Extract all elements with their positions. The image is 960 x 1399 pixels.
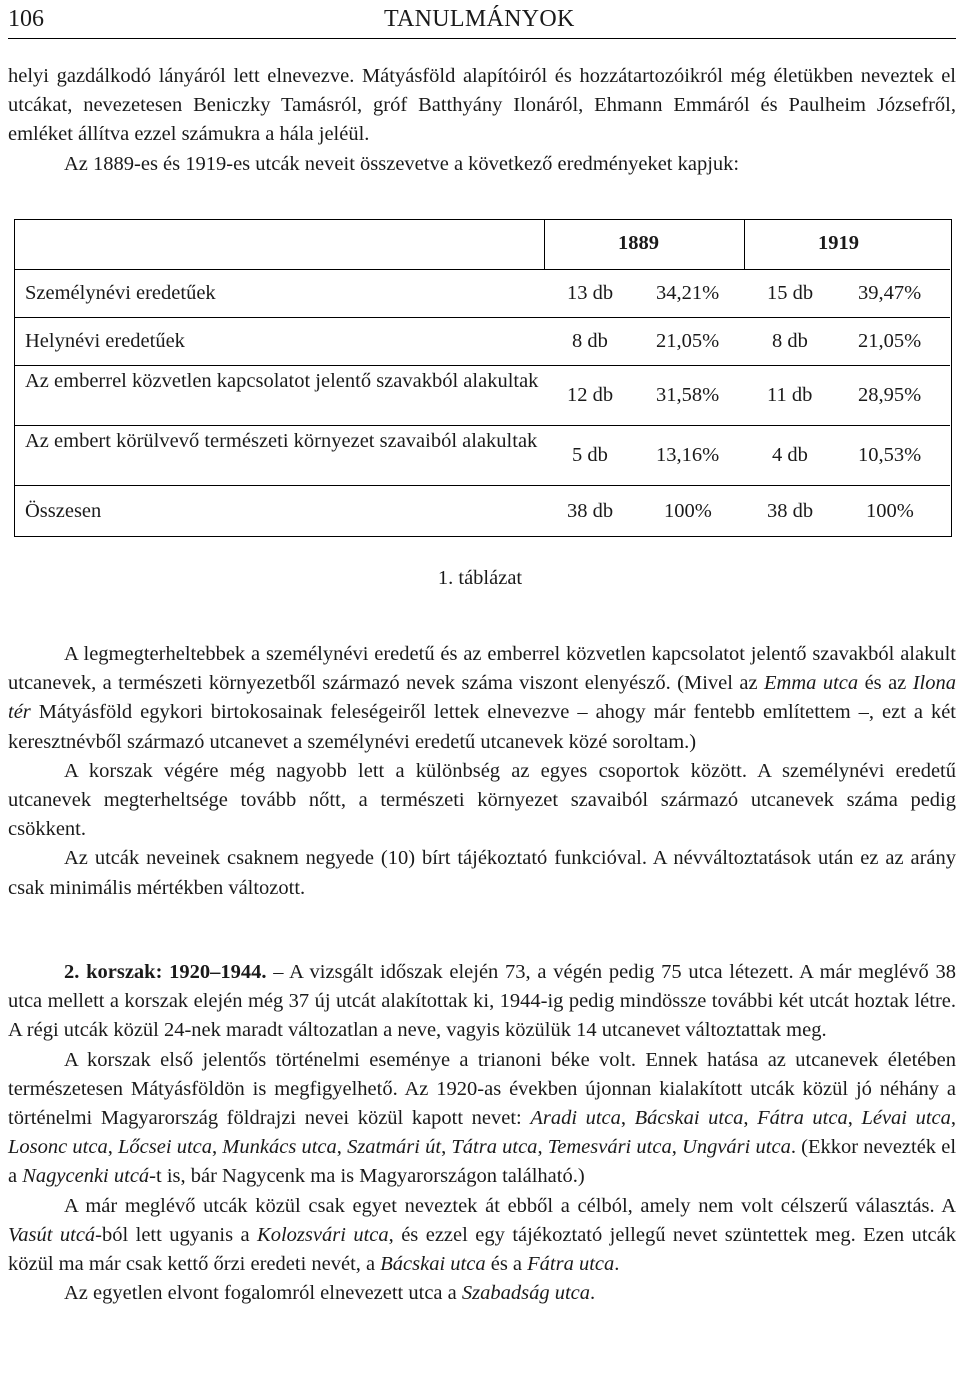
street-name: Bácskai utca (634, 1107, 744, 1130)
row-label-place: Helynévi eredetűek (25, 330, 185, 352)
street-name: Lévai utca (861, 1107, 951, 1130)
page-number: 106 (8, 6, 44, 32)
intro-text (8, 62, 956, 179)
cell-percent-1889: 100% (664, 500, 712, 522)
cell-percent-1889: 31,58% (656, 384, 720, 406)
cell-percent-1919: 39,47% (858, 282, 922, 304)
text-run: – A vizsgált időszak elején 73, a végén pedig 75 utca létezett. A már meglévő 38 utca mellett a korszak elején még 37 új utcát alakítottak ki, 1944-ig pedig mindössze további két utcát hoztak létre. A régi utcák közül 24-nek maradt változatlan a neve, vagyis közülük 14 utcanevet változtattak meg. (8, 961, 957, 1042)
cell-percent-1889: 34,21% (656, 282, 720, 304)
row-label-personal: Személynévi eredetűek (25, 282, 216, 304)
cell-percent-1919: 10,53% (858, 444, 922, 466)
period-2-paragraph-3 (8, 1192, 956, 1280)
text-run: -t is, bár Nagycenk ma is Magyarországon található.) (149, 1165, 585, 1188)
cell-count-1889: 38 db (567, 500, 614, 522)
table-rule (15, 269, 950, 270)
street-name: Munkács utca (222, 1136, 337, 1159)
analysis-text (8, 640, 956, 903)
text-run: (Ekkor nevezték el a (8, 1136, 957, 1188)
text-run: . (614, 1253, 620, 1276)
analysis-paragraph-3: Az utcák neveinek csaknem negyede (10) bírt tájékoztató funkcióval. A névváltoztatások után ez az arány csak minimális mértékben változott. (8, 847, 956, 899)
column-header-1919: 1919 (818, 232, 859, 254)
cell-count-1919: 11 db (767, 384, 813, 406)
analysis-paragraph-1 (8, 640, 956, 757)
table-rule (744, 220, 745, 269)
table-rule (15, 317, 950, 318)
cell-percent-1919: 28,95% (858, 384, 922, 406)
period-2-paragraph-2: A korszak első jelentős történelmi eseménye a trianoni béke volt. Ennek hatása az utcanevek életében természetesen Mátyásföldön is megfigyelhető. Az 1920-as években újonnan kialakított utcák közül jó néhány a történelmi Magyarország földrajzi nevei közül kapott nevet: Aradi utca, Bácskai utca, Fátra utca, Lévai utca, Losonc utca, Lőcsei utca, Munkács utca, Szatmári út, Tátra utca, Temesvári utca, Ungvári utca. (Ekkor nevezték el a Nagycenki utcá-t is, bár Nagycenk ma is Magyarországon található.) (8, 1048, 957, 1188)
cell-percent-1889: 21,05% (656, 330, 720, 352)
text-run: és az (858, 672, 913, 695)
street-name: Aradi utca (530, 1107, 621, 1130)
text-run: és a (485, 1253, 528, 1276)
street-name: Kolozsvári utca (257, 1223, 389, 1246)
text-run: -ból lett ugyanis a (95, 1223, 258, 1246)
street-name: Vasút utcá (8, 1223, 96, 1246)
street-name: Fátra utca (527, 1253, 615, 1276)
street-name: Szabadság utca (461, 1282, 590, 1305)
text-run: A már meglévő utcák közül csak egyet neveztek át ebből a célból, amely nem volt célszerű választás. A (64, 1194, 956, 1217)
intro-paragraph-1: helyi gazdálkodó lányáról lett elnevezve. Mátyásföld alapítóiról és hozzátartozóikról még életükben neveztek el utcákat, nevezetesen Beniczky Tamásról, gróf Batthyány Ilonáról, Ehmann Emmáról és Paulheim Józsefről, emléket állítva ezzel számukra a hála jeléül. (8, 65, 956, 146)
cell-count-1919: 15 db (767, 282, 814, 304)
row-label-human-relation: Az emberrel közvetlen kapcsolatot jelentő szavakból alakultak (25, 370, 539, 392)
section-heading: 2. korszak: 1920–1944. (64, 961, 267, 983)
table-rule (544, 220, 545, 269)
column-header-1889: 1889 (618, 232, 659, 254)
running-title: TANULMÁNYOK (384, 6, 575, 32)
cell-count-1889: 5 db (572, 444, 608, 466)
cell-percent-1889: 13,16% (656, 444, 720, 466)
street-name: Ilona tér (8, 672, 956, 724)
cell-percent-1919: 21,05% (858, 330, 922, 352)
period-2-paragraph-1 (8, 958, 956, 1046)
street-name: Emma utca (764, 672, 859, 695)
text-run: . (590, 1282, 596, 1305)
cell-count-1919: 38 db (767, 500, 814, 522)
text-run: Az egyetlen elvont fogalomról elnevezett utca a (64, 1282, 462, 1305)
street-name: Nagycenki utcá (22, 1165, 150, 1188)
table-rule (15, 485, 950, 486)
period-2-paragraph-4 (8, 1279, 956, 1308)
running-header (8, 6, 956, 39)
cell-count-1919: 4 db (772, 444, 808, 466)
cell-count-1889: 8 db (572, 330, 608, 352)
street-name: Szatmári út (347, 1136, 442, 1159)
period-2-text (8, 958, 956, 1308)
row-label-natural-environment: Az embert körülvevő természeti környezet szavaiból alakultak (25, 430, 538, 452)
cell-count-1889: 12 db (567, 384, 614, 406)
street-name: Losonc utca (8, 1136, 108, 1159)
table-rule (15, 365, 950, 366)
street-name: Tátra utca (451, 1136, 538, 1159)
street-name: Temesvári utca (547, 1136, 672, 1159)
text-run: A korszak első jelentős történelmi eseménye a trianoni béke volt. Ennek hatása az utcanevek életében természetesen Mátyásföldön is megfigyelhető. Az 1920-as években újonnan kialakított utcák közül jó néhány a történelmi Magyarország földrajzi nevei közül kapott nevet: (8, 1048, 956, 1130)
table-caption: 1. táblázat (437, 567, 523, 589)
row-label-total: Összesen (25, 500, 102, 522)
text-run: A legmegterheltebbek a személynévi eredetű és az emberrel közvetlen kapcsolatot jelentő szavakból alakult utcanevek, a természeti környezetből származó nevek száma viszont elenyésző. (Mivel az (8, 643, 956, 695)
cell-count-1919: 8 db (772, 330, 808, 352)
street-name: Fátra utca (757, 1107, 848, 1130)
street-name: Bácskai utca (380, 1253, 486, 1276)
analysis-paragraph-2: A korszak végére még nagyobb lett a különbség az egyes csoportok között. A személynévi eredetű utcanevek megterheltsége tovább nőtt, a természeti környezet szavaiból származó utcanevek száma pedig csökkent. (8, 759, 956, 841)
street-name: Ungvári utca (682, 1136, 791, 1159)
table-rule (15, 425, 950, 426)
cell-percent-1919: 100% (866, 500, 914, 522)
intro-paragraph-2: Az 1889-es és 1919-es utcák neveit összevetve a következő eredményeket kapjuk: (64, 152, 740, 175)
text-run: , és ezzel egy tájékoztató jellegű nevet szüntettek meg. Ezen utcák közül ma már csak kettő őrzi eredeti nevét, a (8, 1223, 956, 1276)
street-name: Lőcsei utca (118, 1136, 212, 1159)
street-name-table (14, 219, 952, 537)
cell-count-1889: 13 db (567, 282, 614, 304)
text-run: Mátyásföld egykori birtokosainak feleségeiről lettek elnevezve – ahogy már fentebb említettem –, ezt a két keresztnévből származó utcanevet a személynévi eredetű utcanevek közé soroltam.) (8, 701, 956, 753)
